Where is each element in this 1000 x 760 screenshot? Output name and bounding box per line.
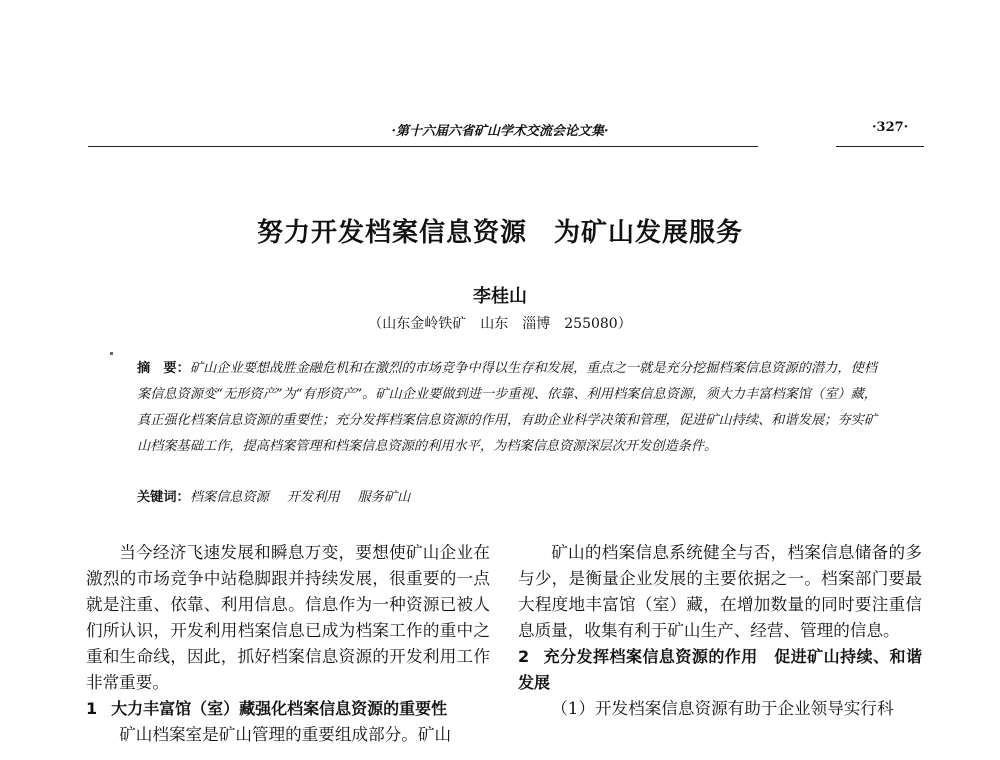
abstract-label: 摘 要： bbox=[137, 361, 190, 376]
body-paragraph: （1）开发档案信息资源有助于企业领导实行科 bbox=[551, 699, 894, 718]
abstract-text: 矿山企业要想战胜金融危机和在激烈的市场竞争中得以生存和发展，重点之一就是充分挖掘档案信息资源的潜力，使档案信息资源变“无形资产”为“有形资产”。矿山企业要做到进一步重视、依靠、利用档案信息资源，须大力丰富档案馆（室）藏，真正强化档案信息资源的重要性；充分发挥档案信息资源的作用，有助企业科学决策和管理，促进矿山持续、和谐发展；夯实矿山档案基础工作，提高档案管理和档案信息资源的利用水平，为档案信息资源深层次开发创造条件。 bbox=[137, 361, 877, 454]
keyword-item: 服务矿山 bbox=[357, 490, 411, 505]
section-heading-2 bbox=[518, 644, 922, 696]
article-title: 努力开发档案信息资源 为矿山发展服务 bbox=[256, 218, 743, 248]
running-header-title: ·第十六届六省矿山学术交流会论文集· bbox=[391, 124, 609, 139]
keywords bbox=[137, 486, 877, 505]
keyword-item: 开发利用 bbox=[286, 490, 340, 505]
page-number: ·327· bbox=[872, 120, 909, 135]
keyword-item: 档案信息资源 bbox=[189, 490, 269, 505]
keywords-label: 关键词： bbox=[137, 490, 190, 505]
body-paragraph: 当今经济飞速发展和瞬息万变，要想使矿山企业在激烈的市场竞争中站稳脚跟并持续发展，很重要的一点就是注重、依靠、利用信息。信息作为一种资源已被人们所认识，开发利用档案信息已成为档案工作的重中之重和生命线，因此，抓好档案信息资源的开发利用工作非常重要。 bbox=[86, 543, 490, 692]
page-number-rule bbox=[836, 146, 924, 147]
margin-mark bbox=[110, 352, 113, 355]
body-column-left bbox=[86, 540, 490, 748]
body-paragraph: 矿山档案室是矿山管理的重要组成部分。矿山 bbox=[119, 725, 452, 744]
section-heading-text: 大力丰富馆（室）藏强化档案信息资源的重要性 bbox=[111, 699, 448, 718]
body-column-right bbox=[518, 540, 922, 722]
header-rule bbox=[88, 146, 758, 147]
article-author: 李桂山 bbox=[473, 286, 527, 307]
section-heading-1 bbox=[86, 696, 490, 722]
author-affiliation: （山东金岭铁矿 山东 淄博 255080） bbox=[368, 316, 632, 332]
section-number: 1 bbox=[86, 699, 98, 718]
abstract bbox=[137, 356, 877, 460]
section-number: 2 bbox=[518, 647, 530, 666]
body-paragraph: 矿山的档案信息系统健全与否，档案信息储备的多与少，是衡量企业发展的主要依据之一。档案部门要最大程度地丰富馆（室）藏，在增加数量的同时要注重信息质量，收集有利于矿山生产、经营、管理的信息。 bbox=[518, 543, 922, 640]
section-heading-text: 充分发挥档案信息资源的作用 促进矿山持续、和谐发展 bbox=[518, 647, 922, 692]
